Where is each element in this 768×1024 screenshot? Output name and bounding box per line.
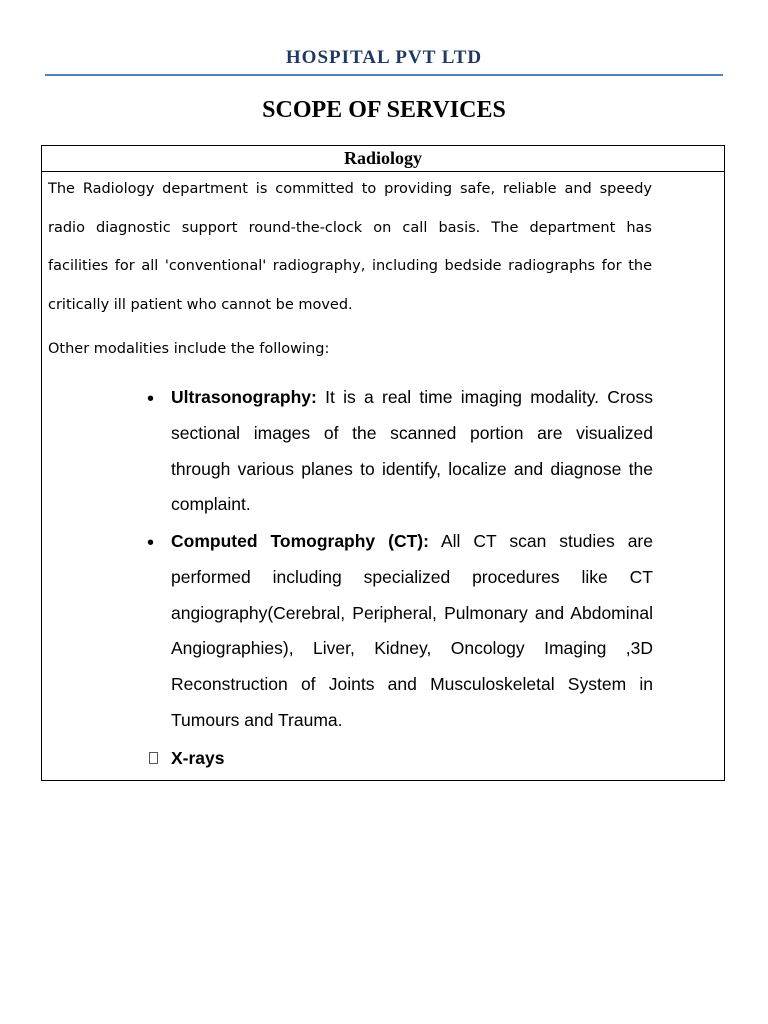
radiology-section — [41, 145, 725, 781]
bullet-icon: • — [147, 388, 155, 410]
modality-description: It is a real time imaging modality. Cross sectional images of the scanned portion are visualized through various planes to identify, localize and diagnose the complaint. — [171, 387, 653, 515]
modality-description: All CT scan studies are performed including specialized procedures like CT angiography(Cerebral, Peripheral, Pulmonary and Abdominal Angiographies), Liver, Kidney, Oncology Imaging ,3D Reconstruction of Joints and Musculoskeletal System in Tumours and Trauma. — [171, 531, 653, 730]
organization-header: HOSPITAL PVT LTD — [285, 47, 483, 68]
header-divider — [45, 74, 723, 76]
modality-name: Computed Tomography (CT): — [171, 531, 429, 551]
modality-name: Ultrasonography: — [171, 387, 317, 407]
modality-xrays: X-rays — [171, 748, 225, 768]
modality-ct — [171, 524, 653, 739]
intro-paragraph: The Radiology department is committed to providing safe, reliable and speedy radio diagnostic support round-the-clock on call basis. The department has facilities for all 'conventional' radiography, including bedside radiographs for the critically ill patient who cannot be moved. — [48, 181, 652, 313]
modality-ultrasonography — [171, 380, 653, 523]
bullet-icon: • — [147, 532, 155, 554]
section-heading: Radiology — [42, 146, 724, 172]
missing-glyph-icon — [149, 752, 158, 764]
other-modalities-text: Other modalities include the following: — [48, 341, 330, 357]
document-title: SCOPE OF SERVICES — [262, 97, 506, 123]
